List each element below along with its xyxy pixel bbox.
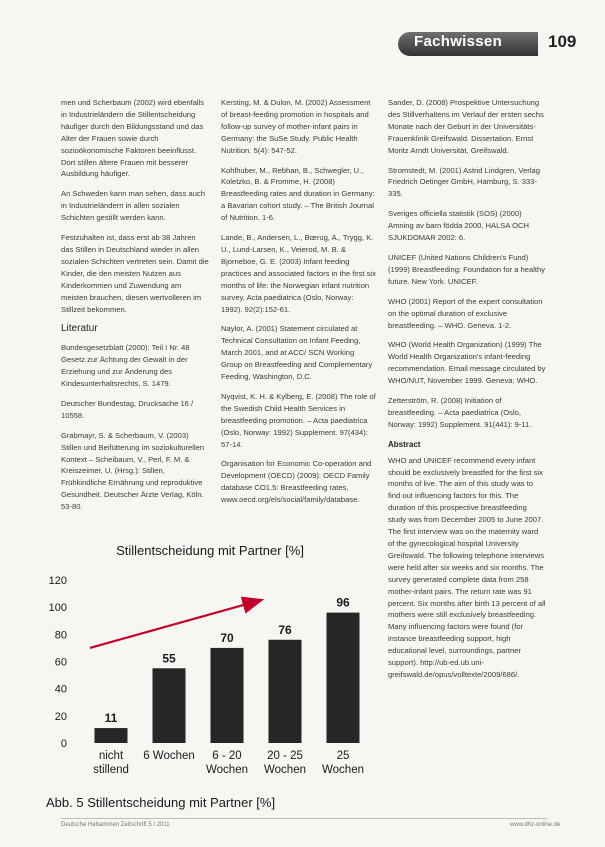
text-column-2 — [221, 97, 376, 514]
section-title: Fachwissen — [414, 33, 503, 50]
reference-entry: Sveriges officiella statistik (SOS) (2000) Amning av barn födda 2000, HALSA OCH SJUKDOMAR 2002: 6. — [388, 209, 529, 243]
footer-journal: Deutsche Hebammen Zeitschrift 5 / 2011 — [61, 822, 170, 828]
bar-chart — [32, 525, 388, 815]
reference-entry: Deutscher Bundestag, Drucksache 16 / 10558. — [61, 398, 194, 420]
literature-heading: Literatur — [61, 323, 98, 335]
x-tick-label: 6 - 20 — [212, 750, 242, 762]
y-tick-label: 120 — [48, 575, 67, 587]
abstract-heading: Abstract — [388, 439, 421, 449]
reference-entry: Sander, D. (2008) Prospektive Untersuchung des Stillverhaltens im Verlauf der ersten sechs Monate nach der Geburt in der Universitäts-Frauenklinik Greifswald. Dissertation. Ernst Moritz Arndt Universität, Greifswald. — [388, 98, 544, 155]
body-paragraph: men und Scherbaum (2002) wird ebenfalls in Industrieländern die Stillentscheidung häufiger durch den Bildungsstand und das Alter der Frauen sowie durch sozioökonomische Faktoren beeinflusst. Dort stillen ältere Frauen mit besserer Ausbildung häufiger. — [61, 98, 205, 179]
reference-entry: WHO (World Health Organization) (1999) The World Health Organization's infant-feeding recommendation. Email message circulated by WHO/NUT, November 1999. Geneva: WHO. — [388, 340, 546, 386]
text-column-3 — [388, 97, 546, 689]
reference-entry: Nyqvist, K. H. & Kylberg, E. (2008) The role of the Swedish Child Health Services in breastfeeding promotion. – Acta paediatrica (Oslo, Norway: 1992) Supplement. 97(434): 57-14. — [221, 391, 376, 449]
bar — [327, 613, 360, 743]
body-paragraph: An Schweden kann man sehen, dass auch in Industrieländern in allen sozialen Schichten gestillt werden kann. — [61, 189, 205, 223]
x-tick-label: Wochen — [206, 764, 248, 776]
y-tick-label: 40 — [54, 683, 67, 696]
reference-entry: Naylor, A. (2001) Statement circulated at Technical Consultation on Infant Feeding, March 2001, and at ACC/ SCN Working Group on Breastfeeding and Complementary Feeding, Washington, D.C. — [221, 324, 373, 382]
reference-entry: Zetterström, R. (2008) Initiation of breastfeeding. – Acta paediatrica (Oslo, Norway: 1992) Supplement. 91(441): 9-11. — [388, 396, 532, 429]
reference-entry: Kersting, M. & Dulon, M. (2002) Assessment of breast-feeding promotion in hospitals and follow-up survey of mother-infant pairs in Germany: the SuSe Study. Public Health Nutrition. 5(4): 547-52. — [221, 98, 371, 155]
figure-5 — [32, 525, 388, 815]
reference-entry: Kohlhuber, M., Rebhan, B., Schwegler, U., Koletzko, B. & Fromme, H. (2008) Breastfeeding rates and duration in Germany: a Bavarian cohort study. – The British Journal of Nutrition. 1-6. — [221, 165, 375, 223]
bar — [95, 728, 128, 743]
x-tick-label: Wochen — [322, 764, 364, 776]
bar — [211, 648, 244, 743]
reference-entry: UNICEF (United Nations Children's Fund) (1999) Breastfeeding: Foundation for a healthy future. New York. UNICEF. — [388, 252, 546, 286]
x-tick-label: 6 Wochen — [143, 750, 195, 762]
data-label: 76 — [278, 622, 292, 637]
data-label: 70 — [220, 630, 234, 645]
y-tick-label: 0 — [60, 738, 67, 750]
abstract-text: WHO and UNICEF recommend every infant should be exclusively breastfed for the first six months of live. The aim of this study was to find out influencing factors for this. The duration of this prospective breastfeeding study was from December 2005 to June 2007. The first interview was on the maternity ward of the gynecological hospital University Greifswald. The following telephone interviews were held after six weeks and six months. The survey generated complete data from 258 mother-infant pairs. The return rate was 91 percent. Six months after birth 13 percent of all mothers were still exclusively breastfeeding. Many influencing factors were found (for instance breastfeeding support, high educational level, surroundings, partner support). http://ub-ed.ub.uni-greifswald.de/opus/volltexte/2009/686/. — [388, 455, 546, 679]
chart-title: Stillentscheidung mit Partner [%] — [116, 543, 304, 558]
text-column-1 — [61, 97, 209, 521]
data-label: 55 — [162, 651, 176, 666]
reference-entry: Organisation for Economic Co-operation and Development (OECD) (2009): OECD Family database CO1.5: Breastfeeding rates, www.oecd.org/els/social/family/database. — [221, 459, 372, 505]
trend-arrow — [90, 600, 260, 648]
x-tick-label: 25 — [336, 750, 350, 762]
x-tick-label: stillend — [93, 764, 129, 776]
body-paragraph: Festzuhalten ist, dass erst ab 38 Jahren das Stillen in Deutschland wieder in allen sozialen Schichten vertreten sein. Damit die Kinder, die den meisten Nutzen aus Kinderkommen und Zuwendung am meisten brauchen, diesen wertvolleren im Stillzeit bekommen. — [61, 233, 209, 314]
y-tick-label: 80 — [54, 629, 67, 642]
reference-entry: Stromstedt, M. (2001) Astrid Lindgren, Verlag Friedrich Oetinger GmbH, Hamburg, S. 333-335. — [388, 165, 540, 199]
reference-entry: Grabmayr, S. & Scherbaum, V. (2003) Stillen und Beifütterung im soziokulturellen Kontext – Scheibaum, V., Perl, F. M. & Kreiszeimer, U. (Hrsg.): Stillen, Frühkindliche Ernährung und reproduktive Gesundheit. Deutscher Ärzte Verlag, Köln. 53-80. — [61, 430, 205, 512]
figure-caption: Abb. 5 Stillentscheidung mit Partner [%] — [46, 795, 276, 810]
reference-entry: Lande, B., Andersen, L., Bœrug, A., Trygg, K. U., Lund-Larsen, K., Veierod, M. B. & Bjorneboe, G. E. (2003) Infant feeding practices and associated factors in the first six months of life: the Norwegian infant nutrition survey. Acta paediatrica (Oslo, Norway: 1992). 92(2):152-61. — [221, 233, 376, 314]
x-tick-label: 20 - 25 — [267, 750, 303, 762]
y-tick-label: 20 — [54, 710, 67, 723]
bar — [153, 668, 186, 743]
data-label: 11 — [104, 711, 118, 726]
y-tick-label: 60 — [54, 656, 67, 669]
footer-url: www.dhz-online.de — [510, 822, 561, 828]
reference-entry: WHO (2001) Report of the expert consultation on the optimal duration of exclusive breastfeeding. – WHO. Geneva. 1-2. — [388, 296, 543, 330]
x-tick-label: nicht — [98, 750, 124, 762]
data-label: 96 — [336, 595, 350, 610]
page-number: 109 — [548, 32, 577, 51]
reference-entry: Bundesgesetzblatt (2000): Teil I Nr. 48 Gesetz zur Ächtung der Gewalt in der Erziehung und zur Änderung des Kindesunterhaltsrechts, S. 1479. — [61, 343, 190, 389]
bar — [269, 640, 302, 743]
x-tick-label: Wochen — [264, 764, 306, 776]
footer-rule — [61, 818, 547, 819]
y-tick-label: 100 — [48, 602, 67, 615]
